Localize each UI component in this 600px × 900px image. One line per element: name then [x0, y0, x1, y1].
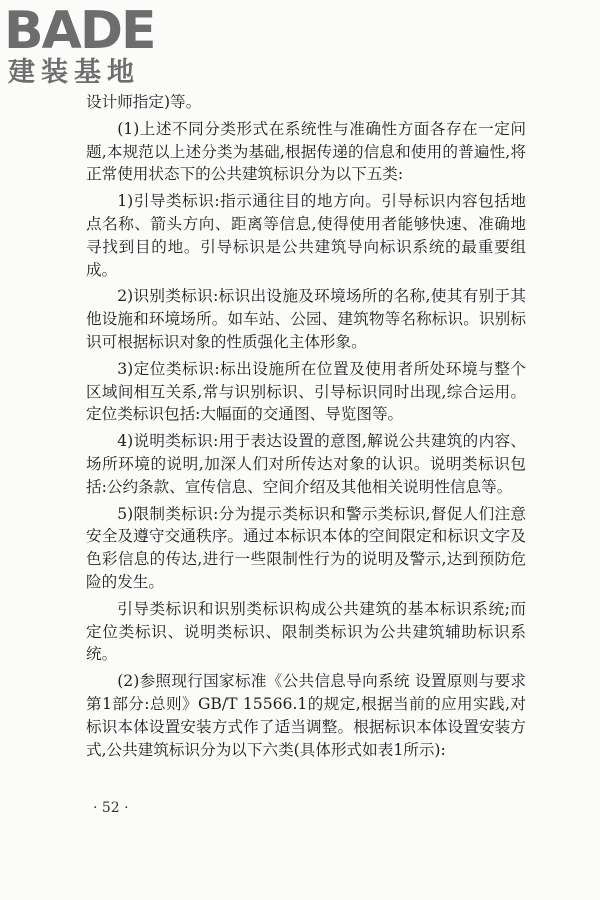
logo-wordmark: BADE — [4, 1, 155, 61]
paragraph-restriction-signs: 5)限制类标识:分为提示类标识和警示类标识,督促人们注意安全及遵守交通秩序。通过本标识本体的空间限定和标识文字及色彩信息的传达,进行一些限制性行为的说明及警示,达到预防危险的发生。 — [86, 504, 526, 591]
paragraph-classification-intro: (1)上述不同分类形式在系统性与准确性方面各存在一定问题,本规范以上述分类为基础,根据传递的信息和使用的普遍性,将正常使用状态下的公共建筑标识分为以下五类: — [86, 119, 526, 184]
bade-logo — [4, 2, 184, 92]
paragraph-location-signs: 3)定位类标识:标出设施所在位置及使用者所处环境与整个区域间相互关系,常与识别标识、引导标识同时出现,综合运用。定位类标识包括:大幅面的交通图、导览图等。 — [86, 359, 526, 424]
paragraph-identification-signs: 2)识别类标识:标识出设施及环境场所的名称,使其有别于其他设施和环境场所。如车站、公园、建筑物等名称标识。识别标识可根据标识对象的性质强化主体形象。 — [86, 287, 526, 351]
paragraph-system-summary: 引导类标识和识别类标识构成公共建筑的基本标识系统;而定位类标识、说明类标识、限制类标识为公共建筑辅助标识系统。 — [86, 599, 526, 664]
paragraph-description-signs: 4)说明类标识:用于表达设置的意图,解说公共建筑的内容、场所环境的说明,加深人们对所传达对象的认识。说明类标识包括:公约条款、宣传信息、空间介绍及其他相关说明性信息等。 — [86, 432, 526, 496]
page-number: · 52 · — [93, 800, 129, 816]
paragraph-continuation: 设计师指定)等。 — [86, 93, 202, 111]
paragraph-guide-signs: 1)引导类标识:指示通往目的地方向。引导标识内容包括地点名称、箭头方向、距离等信息,使得使用者能够快速、准确地寻找到目的地。引导标识是公共建筑导向标识系统的最重要组成。 — [86, 192, 526, 279]
paragraph-installation-types: (2)参照现行国家标准《公共信息导向系统 设置原则与要求 第1部分:总则》GB/T 15566.1的规定,根据当前的应用实践,对标识本体设置安装方式作了适当调整。根据标识本体设置安装方式,公共建筑标识分为以下六类(具体形式如表1所示): — [86, 672, 526, 759]
body-text — [86, 91, 526, 761]
logo-chinese-name: 建装基地 — [8, 57, 140, 88]
